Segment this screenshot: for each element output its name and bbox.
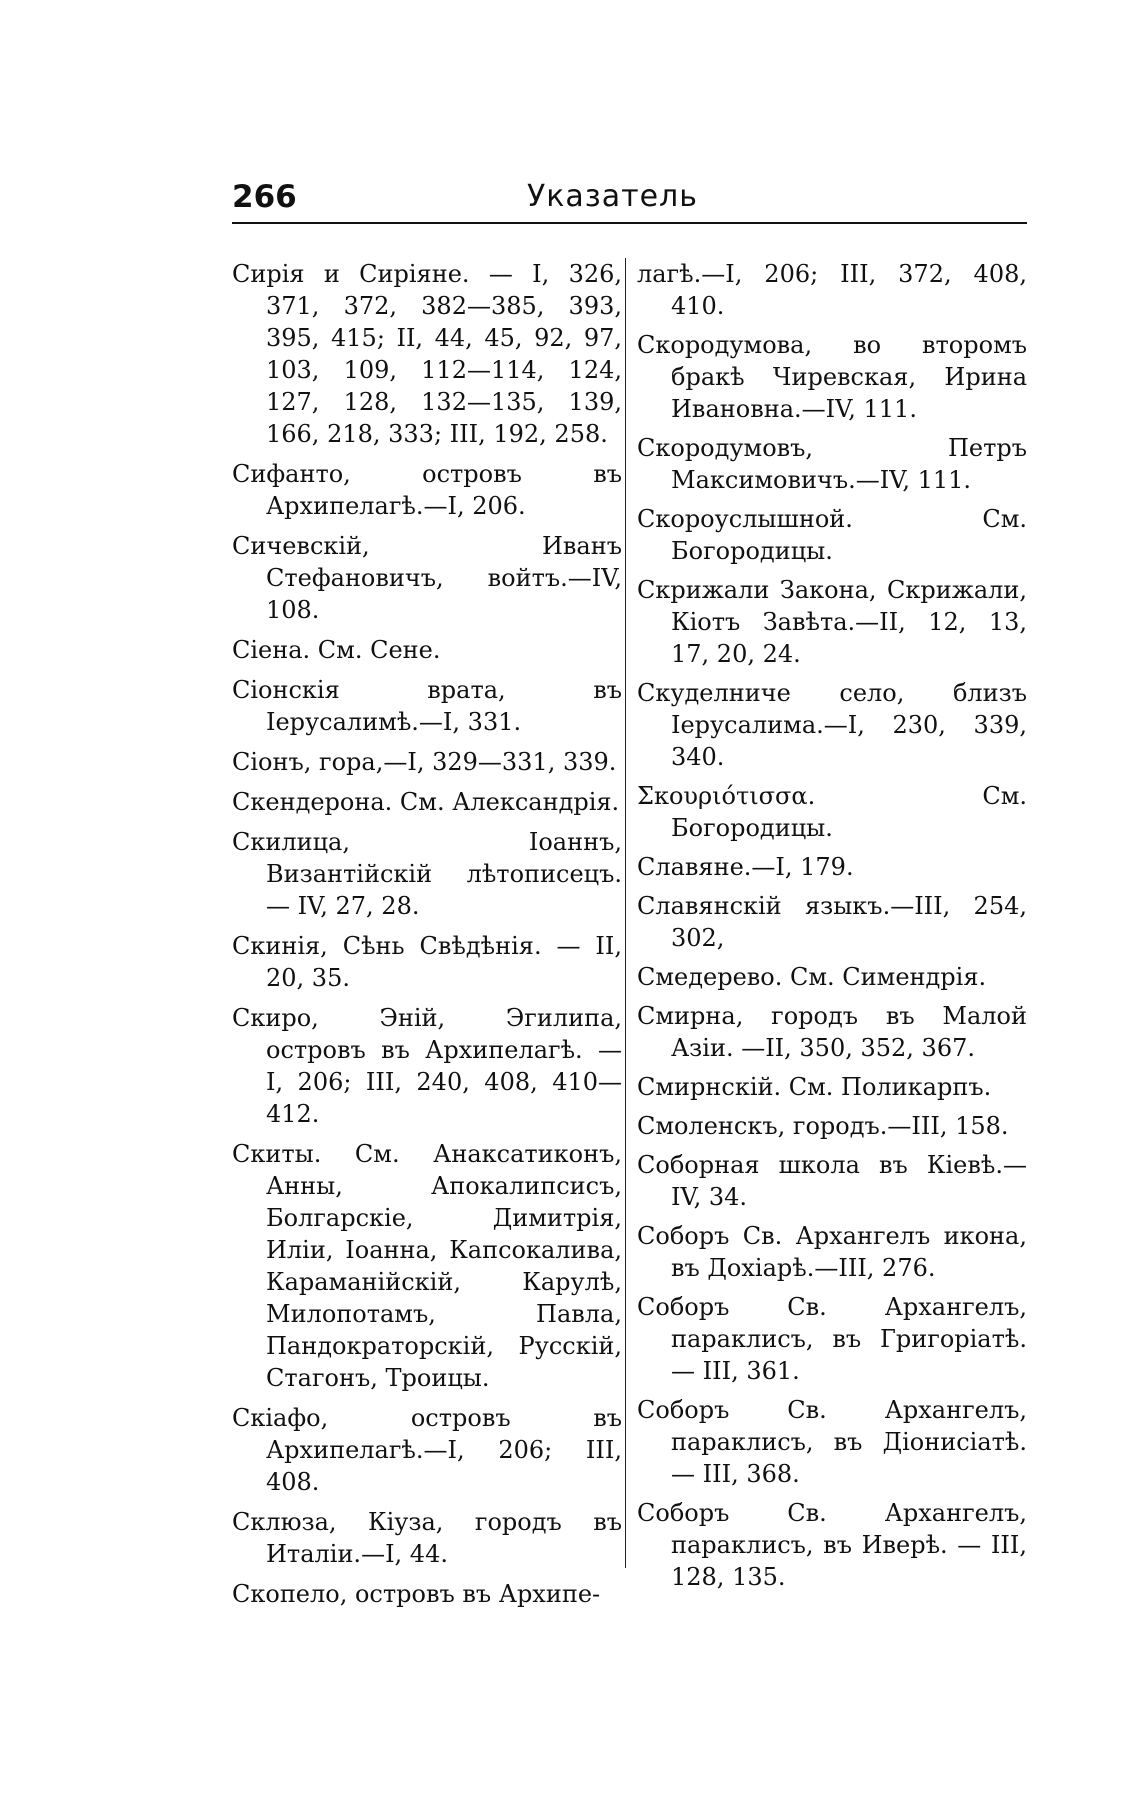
index-entry: Смирна, городъ въ Малой Азіи. —II, 350, 352, 367. [637, 1002, 1027, 1062]
index-entry: Соборъ Св. Архангелъ, параклисъ, въ Григоріатѣ. — III, 361. [637, 1293, 1027, 1385]
index-entry: Скуделничe село, близъ Іерусалима.—I, 230, 339, 340. [637, 679, 1027, 771]
index-entry: Соборная школа въ Кіевѣ.— IV, 34. [637, 1151, 1027, 1211]
index-entry: Сифанто, островъ въ Архипелагѣ.—I, 206. [232, 460, 622, 520]
header-rule [232, 222, 1027, 224]
index-entry: Сіонскія врата, въ Іерусалимѣ.—I, 331. [232, 676, 622, 736]
left-column [232, 258, 622, 1618]
index-entry: Сіена. См. Сене. [232, 636, 441, 664]
index-entry: Славянскій языкъ.—III, 254, 302, [637, 892, 1027, 952]
index-entry: Склюза, Кіуза, городъ въ Италіи.—I, 44. [232, 1508, 622, 1568]
index-entry: Скрижали Закона, Скрижали, Кіотъ Завѣта.—II, 12, 13, 17, 20, 24. [637, 576, 1027, 668]
right-column [637, 258, 1027, 1600]
index-entry: лагѣ.—I, 206; III, 372, 408, 410. [637, 260, 1027, 320]
index-entry: Соборъ Св. Архангелъ, параклисъ, въ Иверѣ. — III, 128, 135. [637, 1499, 1027, 1591]
index-entry: Смоленскъ, городъ.—III, 158. [637, 1112, 1009, 1140]
index-entry: Скиро, Эній, Эгилипа, островъ въ Архипелагѣ. — I, 206; III, 240, 408, 410—412. [232, 1004, 622, 1128]
index-entry: Сирія и Сиріяне. — I, 326, 371, 372, 382—385, 393, 395, 415; II, 44, 45, 92, 97, 103, 109, 112—114, 124, 127, 128, 132—135, 139, 166, 218, 333; III, 192, 258. [232, 260, 622, 448]
index-entry: Скородумова, во второмъ бракѣ Чиревская, Ирина Ивановна.—IV, 111. [637, 331, 1027, 423]
index-entry: Соборъ Св. Архангелъ икона, въ Дохіарѣ.—III, 276. [637, 1222, 1027, 1282]
index-entry: Скородумовъ, Петръ Максимовичъ.—IV, 111. [637, 434, 1027, 494]
running-title: Указатель [527, 179, 698, 214]
index-entry: Соборъ Св. Архангелъ, параклисъ, въ Діонисіатѣ. — III, 368. [637, 1396, 1027, 1488]
index-entry: Смирнскій. См. Поликарпъ. [637, 1073, 992, 1101]
index-entry: Скороуслышной. См. Богородицы. [637, 505, 1027, 565]
index-entry: Скіафо, островъ въ Архипелагѣ.—I, 206; III, 408. [232, 1404, 622, 1496]
index-entry: Скинія, Сѣнь Свѣдѣнія. — II, 20, 35. [232, 932, 622, 992]
column-divider [625, 258, 626, 1568]
page-header [232, 176, 1027, 218]
page-number: 266 [232, 179, 297, 215]
index-entry: Скопело, островъ въ Архипе- [232, 1580, 601, 1608]
index-entry: Сіонъ, гора,—I, 329—331, 339. [232, 748, 617, 776]
index-entry: Скиты. См. Анаксатиконъ, Анны, Апокалипсисъ, Болгарскіе, Димитрія, Иліи, Іоанна, Капсокалива, Караманійскій, Карулѣ, Милопотамъ, Павла, Пандократорскій, Русскій, Стагонъ, Троицы. [232, 1140, 622, 1392]
index-entry: Славяне.—I, 179. [637, 853, 854, 881]
index-entry: Σκουριότισσα. См. Богородицы. [637, 782, 1027, 842]
index-entry: Смедерево. См. Симендрія. [637, 963, 987, 991]
index-entry: Скилица, Іоаннъ, Византійскій лѣтописецъ. — IV, 27, 28. [232, 828, 622, 920]
index-entry: Сичевскій, Иванъ Стефановичъ, войтъ.—IV, 108. [232, 532, 622, 624]
index-entry: Скендерона. См. Александрія. [232, 788, 620, 816]
